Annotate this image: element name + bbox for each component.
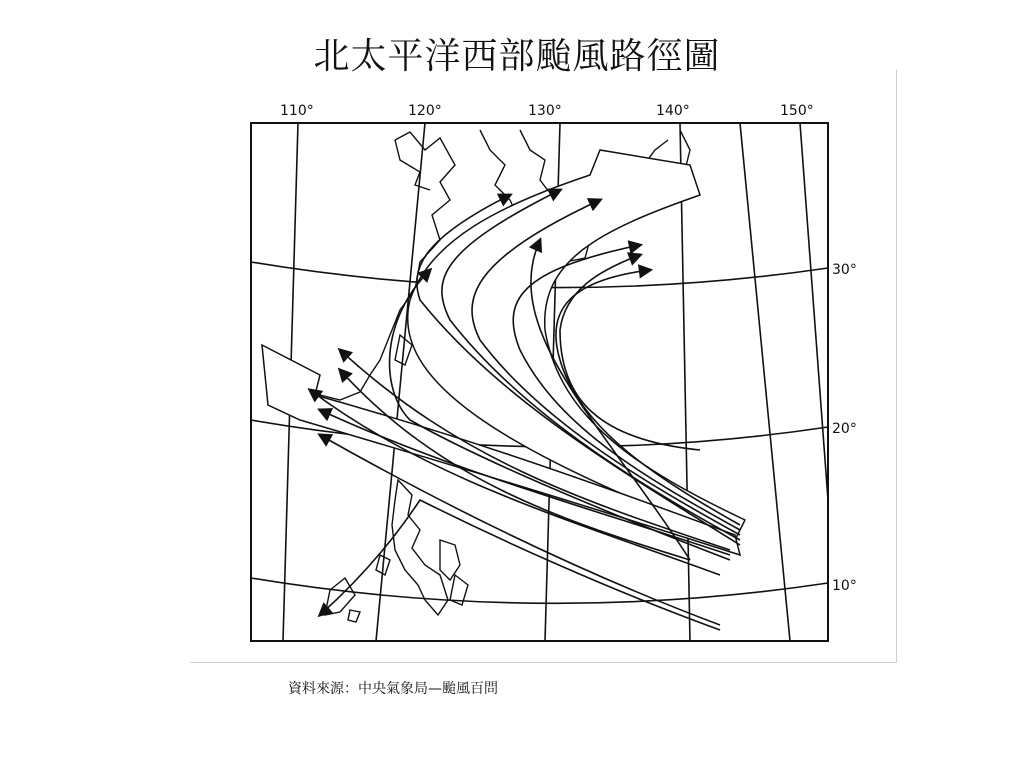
- longitude-labels: [280, 103, 814, 119]
- latitude-label-30: 30°: [832, 262, 857, 278]
- longitude-label-110: 110°: [280, 103, 314, 119]
- longitude-label-130: 130°: [528, 103, 562, 119]
- slide-title: 北太平洋西部颱風路徑圖: [313, 36, 721, 77]
- latitude-labels: [832, 262, 857, 594]
- longitude-label-140: 140°: [656, 103, 690, 119]
- latitude-label-20: 20°: [832, 421, 857, 437]
- longitude-label-120: 120°: [408, 103, 442, 119]
- latitude-label-10: 10°: [832, 578, 857, 594]
- longitude-label-150: 150°: [780, 103, 814, 119]
- source-caption: 資料來源：中央氣象局—颱風百問: [288, 681, 498, 697]
